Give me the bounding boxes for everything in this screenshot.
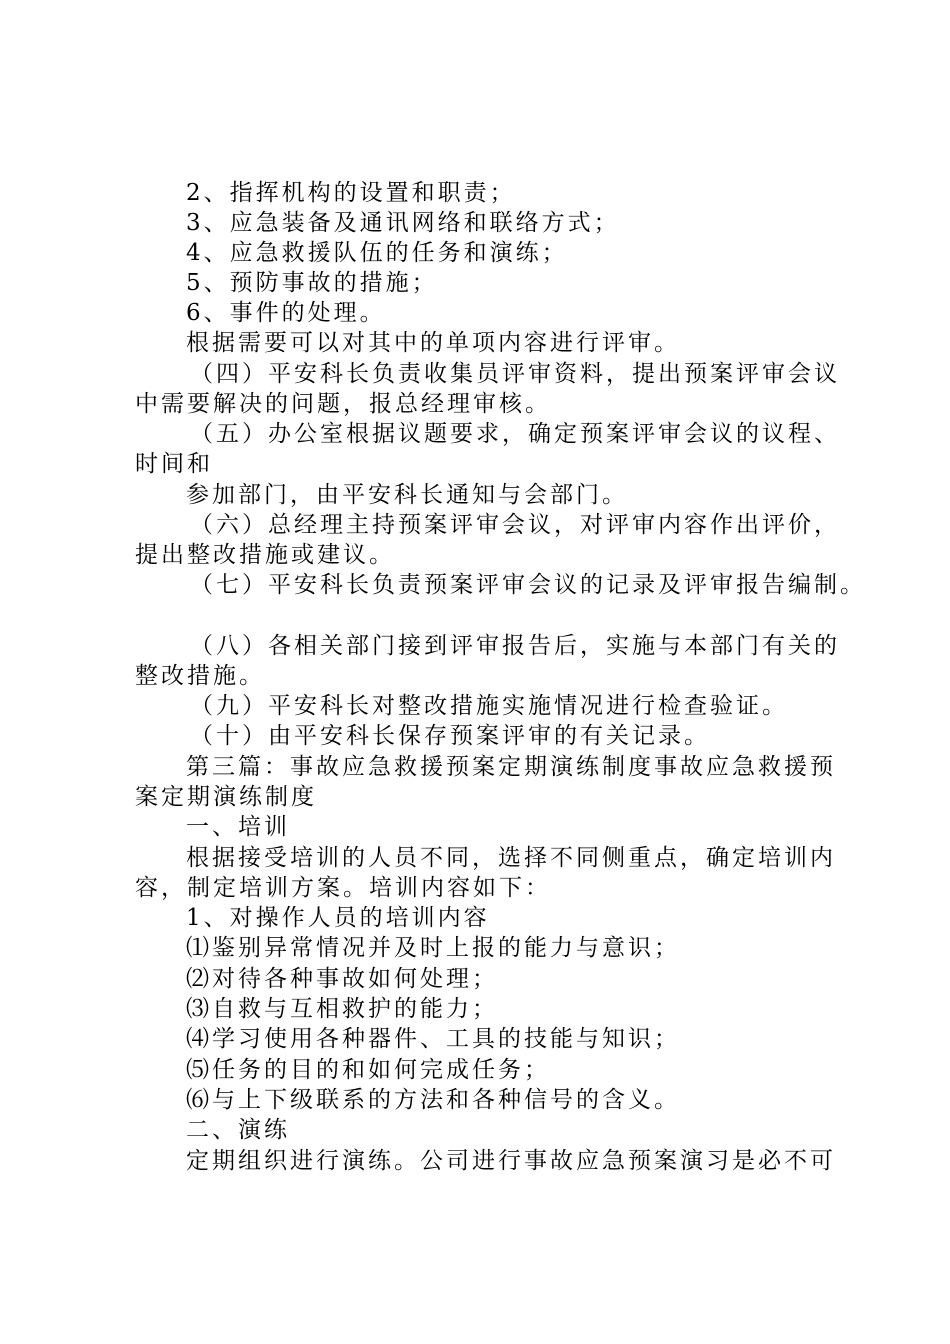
text-line: 1、对操作人员的培训内容 bbox=[186, 905, 490, 931]
text-line: ⑹与上下级联系的方法和各种信号的含义。 bbox=[186, 1087, 680, 1113]
text-line: ⑷学习使用各种器件、工具的技能与知识； bbox=[186, 1026, 680, 1052]
text-line: 中需要解决的问题，报总经理审核。 bbox=[135, 391, 551, 417]
text-line: 案定期演练制度 bbox=[135, 784, 317, 810]
text-line: ⑸任务的目的和如何完成任务； bbox=[186, 1057, 550, 1083]
text-line: 根据接受培训的人员不同，选择不同侧重点，确定培训内 bbox=[186, 845, 836, 871]
text-line: 二、演练 bbox=[186, 1117, 290, 1143]
text-line: 2、指挥机构的设置和职责； bbox=[186, 180, 516, 206]
text-line: （七）平安科长负责预案评审会议的记录及评审报告编制。 bbox=[190, 572, 866, 598]
text-line: 提出整改措施或建议。 bbox=[135, 542, 395, 568]
text-line: 4、应急救援队伍的任务和演练； bbox=[186, 240, 568, 266]
text-line: 参加部门，由平安科长通知与会部门。 bbox=[186, 482, 628, 508]
text-line: ⑶自救与互相救护的能力； bbox=[186, 996, 498, 1022]
text-line: ⑴鉴别异常情况并及时上报的能力与意识； bbox=[186, 935, 680, 961]
text-line: ⑵对待各种事故如何处理； bbox=[186, 966, 498, 992]
text-line: （十）由平安科长保存预案评审的有关记录。 bbox=[190, 723, 710, 749]
text-line: 3、应急装备及通讯网络和联络方式； bbox=[186, 210, 620, 236]
text-line: 根据需要可以对其中的单项内容进行评审。 bbox=[186, 330, 680, 356]
text-line: 第三篇：事故应急救援预案定期演练制度事故应急救援预 bbox=[186, 754, 836, 780]
text-line: 5、预防事故的措施； bbox=[186, 270, 438, 296]
text-line: 时间和 bbox=[135, 451, 213, 477]
text-line: 容，制定培训方案。培训内容如下： bbox=[135, 875, 551, 901]
text-line: （五）办公室根据议题要求，确定预案评审会议的议程、 bbox=[190, 421, 840, 447]
text-line: （四）平安科长负责收集员评审资料，提出预案评审会议 bbox=[190, 361, 840, 387]
text-line: （八）各相关部门接到评审报告后，实施与本部门有关的 bbox=[190, 633, 840, 659]
text-line: 一、培训 bbox=[186, 814, 290, 840]
text-line: 6、事件的处理。 bbox=[186, 300, 386, 326]
text-line: （九）平安科长对整改措施实施情况进行检查验证。 bbox=[190, 693, 788, 719]
text-line: （六）总经理主持预案评审会议，对评审内容作出评价， bbox=[190, 512, 840, 538]
text-line: 定期组织进行演练。公司进行事故应急预案演习是必不可 bbox=[186, 1148, 836, 1174]
text-line: 整改措施。 bbox=[135, 663, 265, 689]
